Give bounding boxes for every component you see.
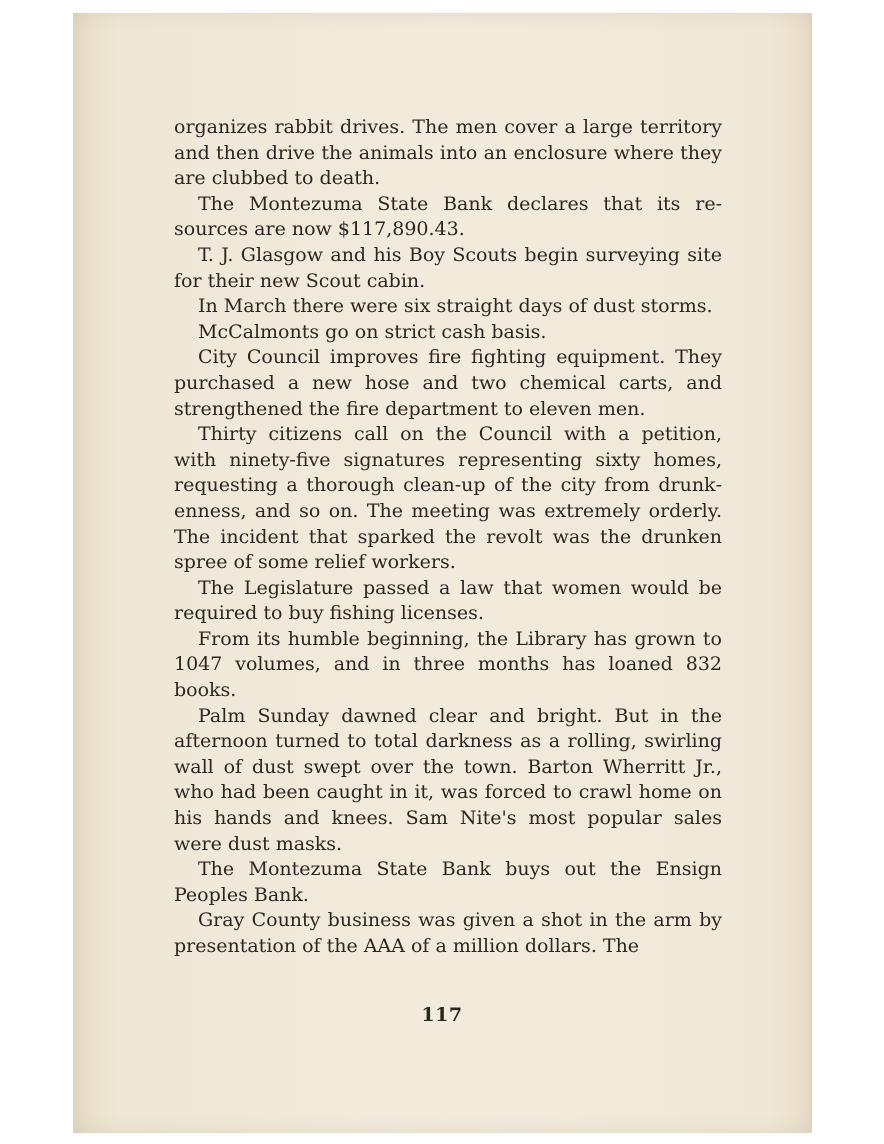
page-number: 117 <box>421 1004 463 1026</box>
paragraph: In March there were six straight days of dust storms. <box>198 295 713 318</box>
paragraph: Palm Sunday dawned clear and bright. But in the afternoon turned to total darkness as a rolling, swirling wall of dust swept over the town. Barton Wherritt Jr., who had been caught in it, was forced to crawl home on his hands and knees. Sam Nite's most popular sales were dust masks. <box>174 704 722 855</box>
paragraph: McCalmonts go on strict cash basis. <box>198 320 547 343</box>
paragraph: City Council improves fire fighting equipment. They purchased a new hose and two chemical carts, and strengthened the fire department to eleven men. <box>174 346 722 420</box>
paragraph: Thirty citizens call on the Council with a petition, with ninety-five signatures representing sixty homes, requesting a thorough clean-up of the city from drunkenness, and so on. The meeting was extremely orderly. The incident that sparked the revolt was the drunken spree of some relief workers. <box>174 423 722 574</box>
paragraph: From its humble beginning, the Library has grown to 1047 volumes, and in three months has loaned 832 books. <box>174 627 722 702</box>
paragraph: The Montezuma State Bank declares that its resources are now $117,890.43. <box>174 192 722 241</box>
paragraph: The Legislature passed a law that women would be required to buy fishing licenses. <box>174 576 722 625</box>
paragraph: The Montezuma State Bank buys out the Ensign Peoples Bank. <box>174 858 722 906</box>
paragraph: organizes rabbit drives. The men cover a large territory and then drive the animals into an enclosure where they are clubbed to death. <box>174 116 722 190</box>
body-text <box>174 115 722 960</box>
paragraph: T. J. Glasgow and his Boy Scouts begin surveying site for their new Scout cabin. <box>174 243 722 292</box>
paragraph: Gray County business was given a shot in the arm by presentation of the AAA of a million dollars. The <box>174 909 722 957</box>
